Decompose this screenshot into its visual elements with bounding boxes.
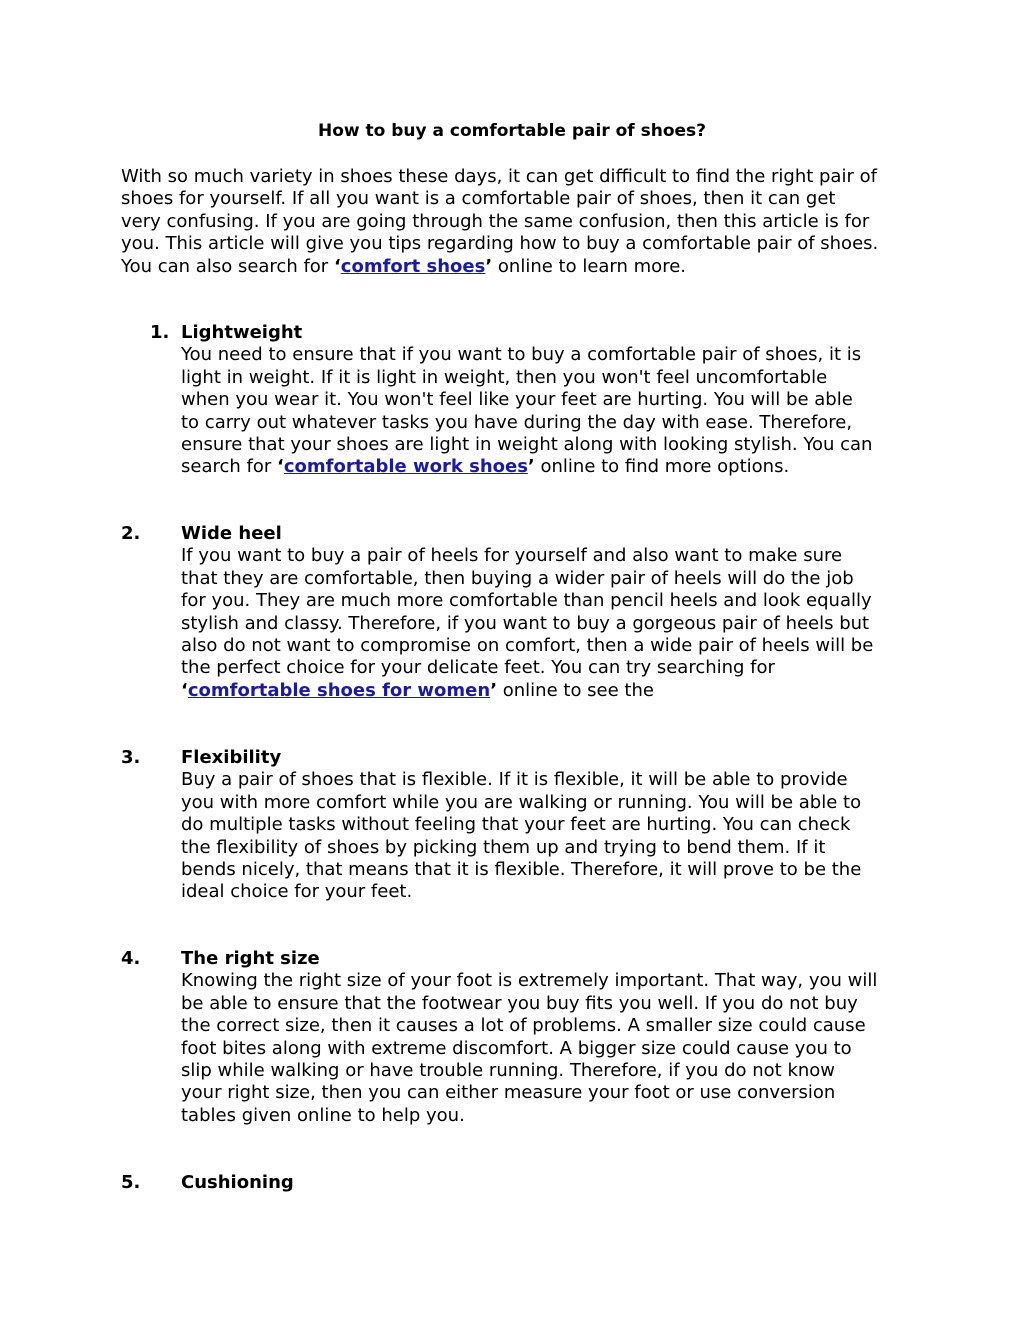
intro-paragraph bbox=[121, 166, 921, 278]
list-body bbox=[181, 970, 921, 1127]
list-line: If you want to buy a pair of heels for yourself and also want to make sure bbox=[181, 545, 843, 567]
text-after-link: online to find more options. bbox=[534, 456, 790, 478]
list-line: the correct size, then it causes a lot of problems. A smaller size could cause bbox=[181, 1015, 866, 1037]
list-line: tables given online to help you. bbox=[181, 1104, 465, 1126]
list-number: 2. bbox=[121, 523, 141, 544]
comfortable-shoes-for-women-link[interactable]: comfortable shoes for women bbox=[187, 679, 491, 701]
list-line: bends nicely, that means that it is flexible. Therefore, it will prove to be the bbox=[181, 859, 862, 881]
close-quote: ’ bbox=[527, 456, 535, 478]
page-title: How to buy a comfortable pair of shoes? bbox=[317, 121, 707, 141]
list-line: You need to ensure that if you want to buy a comfortable pair of shoes, it is bbox=[181, 344, 862, 366]
intro-last-line bbox=[121, 256, 921, 278]
intro-line: you. This article will give you tips regarding how to buy a comfortable pair of shoes. bbox=[121, 233, 879, 255]
list-line: the flexibility of shoes by picking them up and trying to bend them. If it bbox=[181, 836, 826, 858]
list-line: the perfect choice for your delicate feet. You can try searching for bbox=[181, 657, 775, 679]
open-quote: ‘ bbox=[333, 255, 341, 277]
list-line: be able to ensure that the footwear you buy fits you well. If you do not buy bbox=[181, 992, 858, 1014]
list-heading: Cushioning bbox=[181, 1172, 294, 1193]
list-number: 4. bbox=[121, 948, 141, 969]
list-line: foot bites along with extreme discomfort. A bigger size could cause you to bbox=[181, 1037, 852, 1059]
intro-line: very confusing. If you are going through the same confusion, then this article is for bbox=[121, 210, 870, 232]
list-number: 1. bbox=[150, 322, 170, 343]
list-line: for you. They are much more comfortable than pencil heels and look equally bbox=[181, 590, 872, 612]
close-quote: ’ bbox=[485, 255, 493, 277]
list-line: that they are comfortable, then buying a wider pair of heels will do the job bbox=[181, 567, 854, 589]
open-quote: ‘ bbox=[181, 679, 188, 701]
list-heading: Flexibility bbox=[181, 747, 282, 768]
list-line: your right size, then you can either measure your foot or use conversion bbox=[181, 1082, 836, 1104]
list-line: stylish and classy. Therefore, if you want to buy a gorgeous pair of heels but bbox=[181, 612, 870, 634]
list-line: light in weight. If it is light in weight, then you won't feel uncomfortable bbox=[181, 366, 828, 388]
list-line: also do not want to compromise on comfort, then a wide pair of heels will be bbox=[181, 635, 874, 657]
list-body bbox=[181, 769, 921, 903]
list-line: you with more comfort while you are walking or running. You will be able to bbox=[181, 791, 862, 813]
intro-line: shoes for yourself. If all you want is a comfortable pair of shoes, then it can get bbox=[121, 188, 836, 210]
intro-text-after-link: online to learn more. bbox=[492, 255, 686, 277]
list-body bbox=[181, 545, 921, 702]
list-line: Knowing the right size of your foot is extremely important. That way, you will bbox=[181, 970, 878, 992]
text-after-link: online to see the bbox=[497, 679, 654, 701]
close-quote: ’ bbox=[490, 679, 498, 701]
list-line: to carry out whatever tasks you have during the day with ease. Therefore, bbox=[181, 411, 853, 433]
list-line: ideal choice for your feet. bbox=[181, 881, 413, 903]
list-last-line bbox=[181, 680, 921, 702]
list-line: ensure that your shoes are light in weight along with looking stylish. You can bbox=[181, 434, 873, 456]
comfortable-work-shoes-link[interactable]: comfortable work shoes bbox=[283, 456, 528, 478]
intro-text-before-link: You can also search for bbox=[121, 255, 334, 277]
list-line: do multiple tasks without feeling that your feet are hurting. You can check bbox=[181, 814, 851, 836]
intro-line: With so much variety in shoes these days, it can get difficult to find the right pair of bbox=[121, 166, 877, 187]
comfort-shoes-link[interactable]: comfort shoes bbox=[340, 255, 486, 277]
list-body bbox=[181, 344, 921, 478]
list-heading: Lightweight bbox=[181, 322, 303, 343]
open-quote: ‘ bbox=[277, 456, 284, 478]
list-last-line bbox=[181, 456, 921, 478]
list-heading: The right size bbox=[181, 948, 320, 969]
list-heading: Wide heel bbox=[181, 523, 282, 544]
text-before-link: search for bbox=[181, 456, 277, 478]
list-line: Buy a pair of shoes that is flexible. If it is flexible, it will be able to provide bbox=[181, 769, 848, 791]
list-number: 5. bbox=[121, 1172, 141, 1193]
list-number: 3. bbox=[121, 747, 141, 768]
list-line: when you wear it. You won't feel like your feet are hurting. You will be able bbox=[181, 389, 853, 411]
list-line: slip while walking or have trouble running. Therefore, if you do not know bbox=[181, 1060, 836, 1082]
